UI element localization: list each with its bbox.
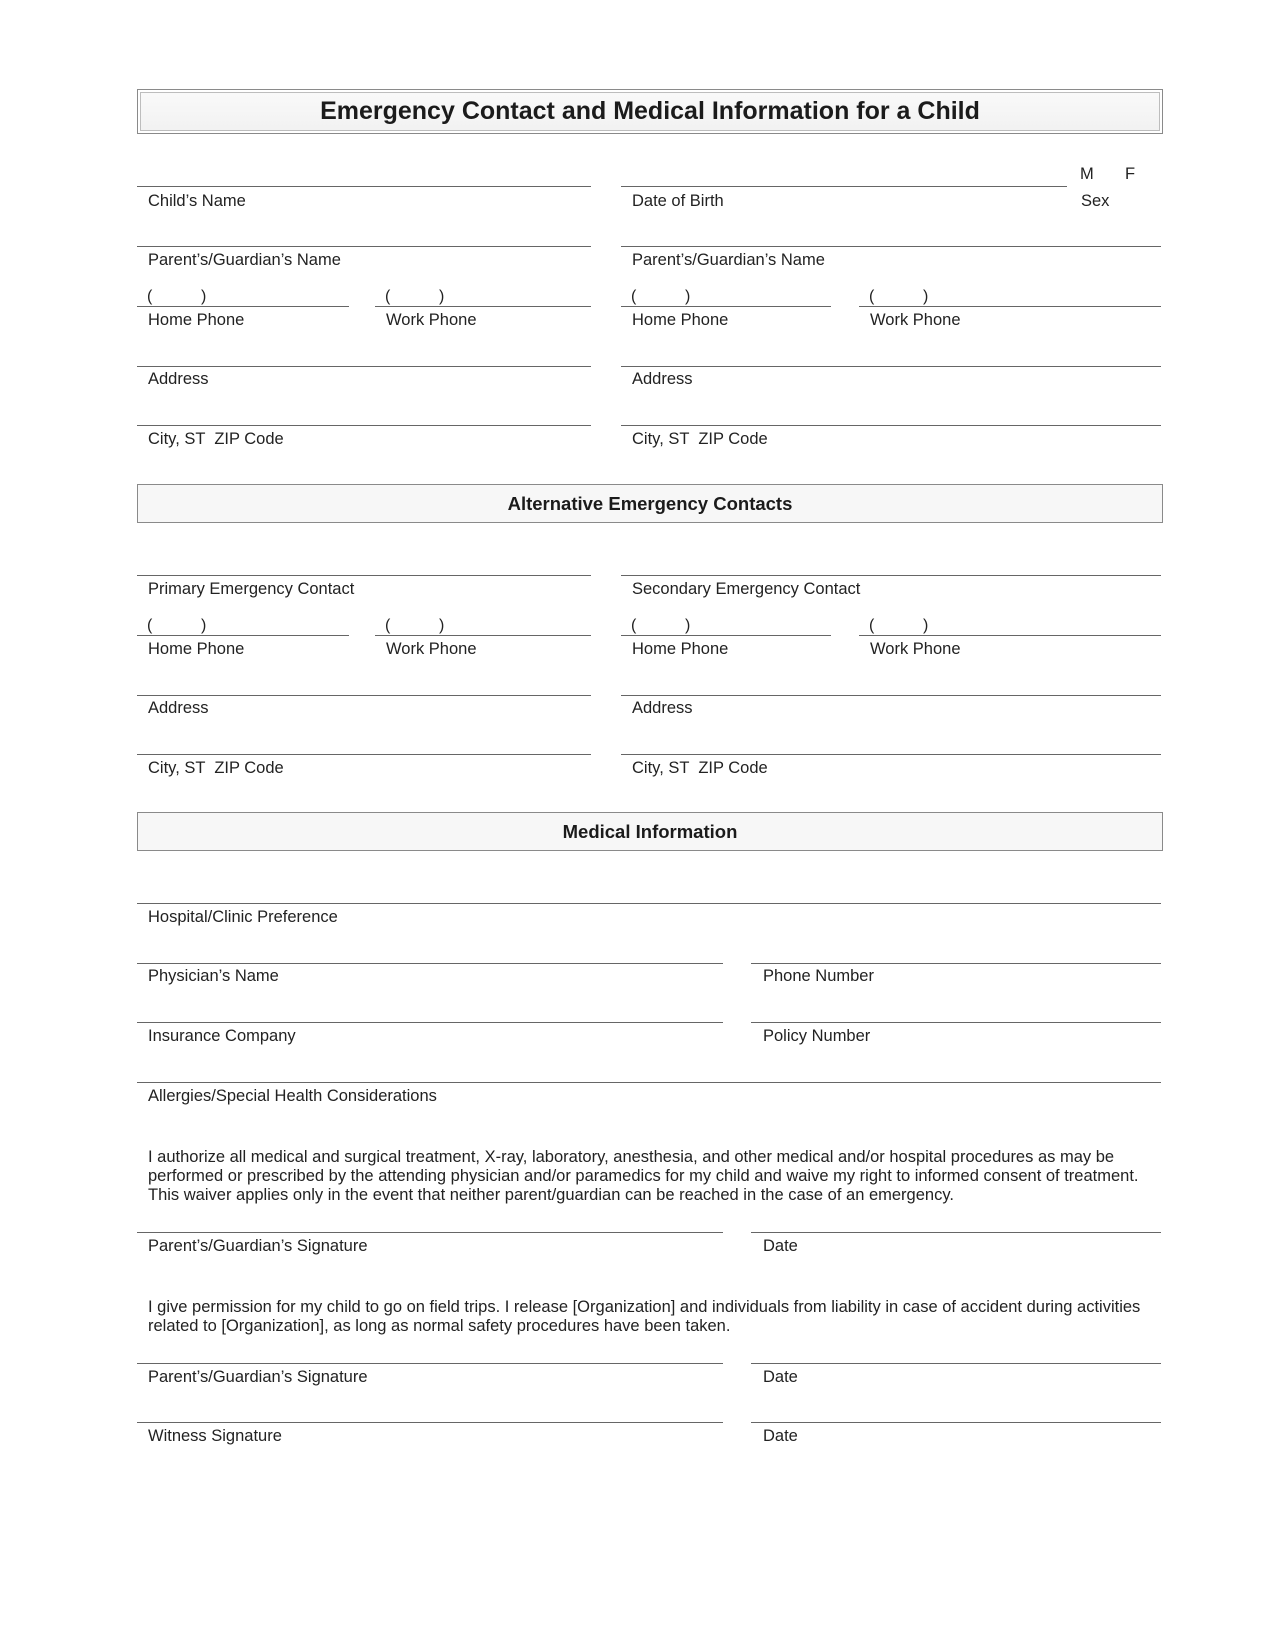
- phone-open-paren: (: [869, 617, 875, 634]
- guardian-2-name-label: Parent’s/Guardian’s Name: [632, 251, 825, 269]
- secondary-address-field[interactable]: [621, 695, 1161, 696]
- secondary-contact-field[interactable]: [621, 575, 1161, 576]
- physician-phone-label: Phone Number: [763, 967, 874, 985]
- guardian-1-work-phone-label: Work Phone: [386, 311, 477, 329]
- insurance-label: Insurance Company: [148, 1027, 296, 1045]
- phone-open-paren: (: [385, 288, 391, 305]
- guardian-2-work-phone-field[interactable]: [859, 306, 1161, 307]
- phone-open-paren: (: [869, 288, 875, 305]
- field-trip-signature-field[interactable]: [137, 1363, 723, 1364]
- sex-option-f[interactable]: F: [1125, 165, 1136, 183]
- guardian-2-home-phone-field[interactable]: [621, 306, 831, 307]
- phone-close-paren: ): [439, 288, 445, 305]
- guardian-1-name-field[interactable]: [137, 246, 591, 247]
- phone-open-paren: (: [631, 288, 637, 305]
- consent-date-field[interactable]: [751, 1232, 1161, 1233]
- secondary-home-phone-label: Home Phone: [632, 640, 729, 658]
- guardian-2-address-field[interactable]: [621, 366, 1161, 367]
- primary-address-field[interactable]: [137, 695, 591, 696]
- date-of-birth-label: Date of Birth: [632, 192, 724, 210]
- guardian-2-address-label: Address: [632, 370, 693, 388]
- primary-city-label: City, ST ZIP Code: [148, 759, 284, 777]
- guardian-1-home-phone-field[interactable]: [137, 306, 349, 307]
- guardian-2-name-field[interactable]: [621, 246, 1161, 247]
- secondary-city-field[interactable]: [621, 754, 1161, 755]
- field-trip-date-field[interactable]: [751, 1363, 1161, 1364]
- secondary-contact-label: Secondary Emergency Contact: [632, 580, 861, 598]
- guardian-1-city-label: City, ST ZIP Code: [148, 430, 284, 448]
- phone-close-paren: ): [923, 617, 929, 634]
- guardian-1-work-phone-field[interactable]: [375, 306, 591, 307]
- guardian-1-city-field[interactable]: [137, 425, 591, 426]
- phone-open-paren: (: [147, 617, 153, 634]
- phone-close-paren: ): [201, 617, 207, 634]
- allergies-label: Allergies/Special Health Considerations: [148, 1087, 437, 1105]
- policy-number-field[interactable]: [751, 1022, 1161, 1023]
- field-trip-date-label: Date: [763, 1368, 798, 1386]
- sex-label: Sex: [1081, 192, 1110, 210]
- guardian-1-address-field[interactable]: [137, 366, 591, 367]
- primary-home-phone-label: Home Phone: [148, 640, 245, 658]
- phone-close-paren: ): [685, 617, 691, 634]
- physician-phone-field[interactable]: [751, 963, 1161, 964]
- consent-signature-label: Parent’s/Guardian’s Signature: [148, 1237, 368, 1255]
- phone-open-paren: (: [147, 288, 153, 305]
- primary-contact-label: Primary Emergency Contact: [148, 580, 355, 598]
- primary-city-field[interactable]: [137, 754, 591, 755]
- secondary-city-label: City, ST ZIP Code: [632, 759, 768, 777]
- guardian-1-name-label: Parent’s/Guardian’s Name: [148, 251, 341, 269]
- guardian-2-work-phone-label: Work Phone: [870, 311, 961, 329]
- phone-close-paren: ): [439, 617, 445, 634]
- primary-home-phone-field[interactable]: [137, 635, 349, 636]
- witness-date-label: Date: [763, 1427, 798, 1445]
- physician-label: Physician’s Name: [148, 967, 279, 985]
- form-title: Emergency Contact and Medical Information for a Child: [137, 89, 1163, 134]
- hospital-field[interactable]: [137, 903, 1161, 904]
- child-name-label: Child’s Name: [148, 192, 246, 210]
- phone-close-paren: ): [201, 288, 207, 305]
- witness-date-field[interactable]: [751, 1422, 1161, 1423]
- secondary-address-label: Address: [632, 699, 693, 717]
- guardian-2-home-phone-label: Home Phone: [632, 311, 729, 329]
- consent-paragraph: I authorize all medical and surgical treatment, X-ray, laboratory, anesthesia, and other medical and/or hospital procedures as may be performed or prescribed by the attending physician and/or paramedics for my child and waive my right to informed consent of treatment. This waiver applies only in the event that neither parent/guardian can be reached in the case of an emergency.: [148, 1148, 1139, 1204]
- guardian-1-home-phone-label: Home Phone: [148, 311, 245, 329]
- consent-date-label: Date: [763, 1237, 798, 1255]
- secondary-work-phone-label: Work Phone: [870, 640, 961, 658]
- physician-field[interactable]: [137, 963, 723, 964]
- phone-close-paren: ): [685, 288, 691, 305]
- policy-number-label: Policy Number: [763, 1027, 871, 1045]
- secondary-home-phone-field[interactable]: [621, 635, 831, 636]
- phone-open-paren: (: [631, 617, 637, 634]
- witness-signature-field[interactable]: [137, 1422, 723, 1423]
- secondary-work-phone-field[interactable]: [859, 635, 1161, 636]
- hospital-label: Hospital/Clinic Preference: [148, 908, 338, 926]
- guardian-2-city-label: City, ST ZIP Code: [632, 430, 768, 448]
- allergies-field[interactable]: [137, 1082, 1161, 1083]
- primary-address-label: Address: [148, 699, 209, 717]
- medical-info-heading: Medical Information: [137, 812, 1163, 851]
- primary-work-phone-field[interactable]: [375, 635, 591, 636]
- date-of-birth-field[interactable]: [621, 186, 1067, 187]
- field-trip-paragraph: I give permission for my child to go on field trips. I release [Organization] and individuals from liability in case of accident during activities related to [Organization], as long as normal safety procedures have been taken.: [148, 1298, 1141, 1335]
- phone-close-paren: ): [923, 288, 929, 305]
- field-trip-signature-label: Parent’s/Guardian’s Signature: [148, 1368, 368, 1386]
- guardian-2-city-field[interactable]: [621, 425, 1161, 426]
- primary-work-phone-label: Work Phone: [386, 640, 477, 658]
- phone-open-paren: (: [385, 617, 391, 634]
- consent-signature-field[interactable]: [137, 1232, 723, 1233]
- primary-contact-field[interactable]: [137, 575, 591, 576]
- child-name-field[interactable]: [137, 186, 591, 187]
- insurance-field[interactable]: [137, 1022, 723, 1023]
- guardian-1-address-label: Address: [148, 370, 209, 388]
- witness-signature-label: Witness Signature: [148, 1427, 282, 1445]
- alt-contacts-heading: Alternative Emergency Contacts: [137, 484, 1163, 523]
- sex-option-m[interactable]: M: [1080, 165, 1094, 183]
